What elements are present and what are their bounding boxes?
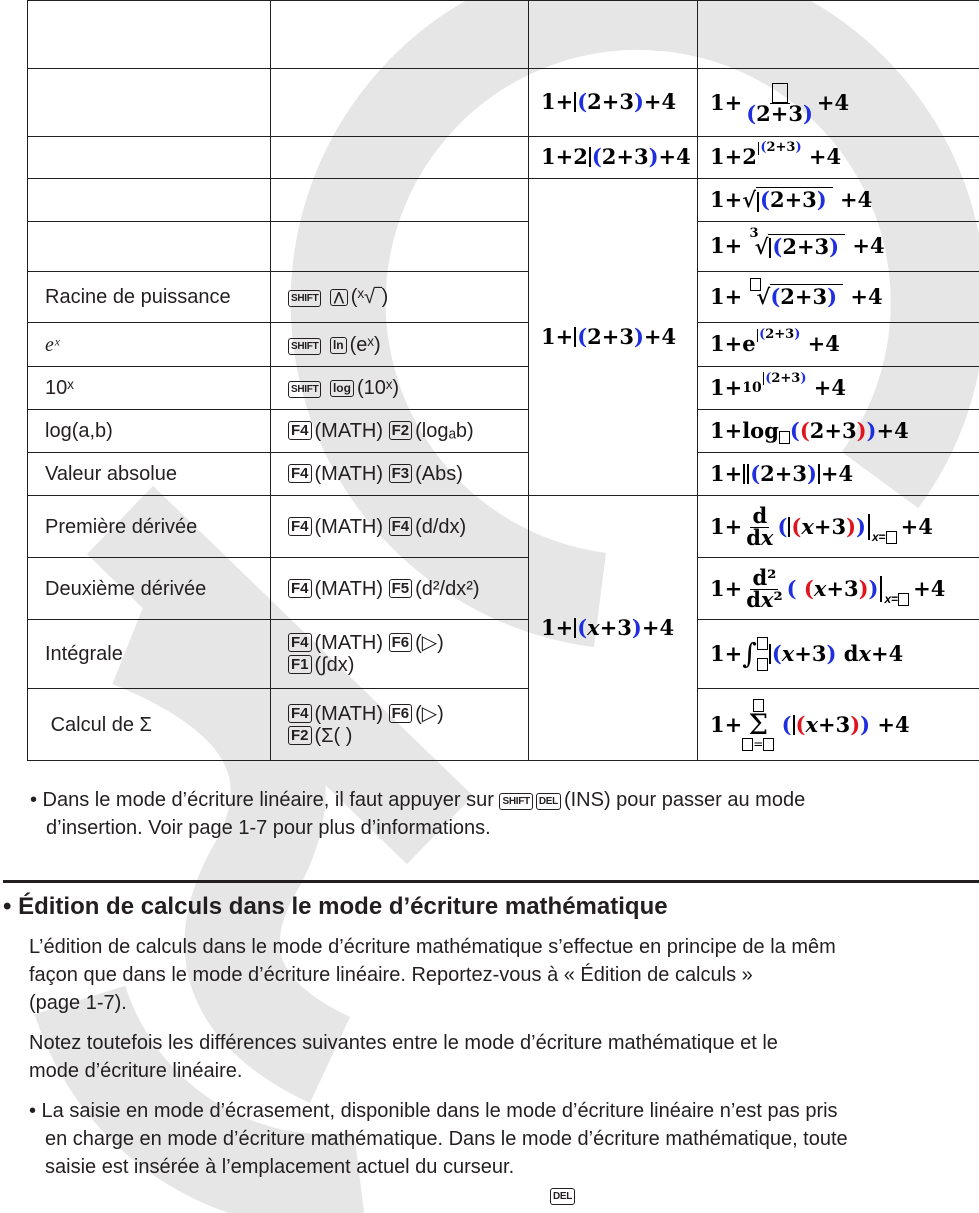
function-cell [28,272,271,323]
f4-key: F4 [288,517,312,536]
del-key: DEL [536,793,561,810]
function-label: Deuxième dérivée [45,577,207,600]
math-display-cell [698,69,979,137]
log-key: log [330,380,354,397]
paragraph-line: L’édition de calculs dans le mode d’écriture mathématique s’effectue en principe de la mêm [29,936,836,958]
keys-cell [271,689,529,761]
f2-key: F2 [389,421,413,440]
note-text-1: • Dans le mode d’écriture linéaire, il faut appuyer sur [30,789,494,811]
bullet-line: en charge en mode d’écriture mathématique. Dans le mode d’écriture mathématique, toute [45,1128,848,1150]
f4-key: F4 [389,517,413,536]
paragraph-line: façon que dans le mode d’écriture linéaire. Reportez-vous à « Édition de calculs » [29,964,753,986]
table-row [28,689,979,761]
keys-cell [271,137,529,179]
linear-expression: 1+ ( 2+3 ) +4 [541,89,677,114]
linear-display-cell [529,69,698,137]
key-suffix: (eˣ) [349,333,381,356]
note-text-3: d’insertion. Voir page 1-7 pour plus d’informations. [46,817,491,839]
paragraph-line: Notez toutefois les différences suivantes entre le mode d’écriture mathématique et le [29,1032,778,1054]
function-label: eˣ [45,333,60,356]
key-suffix: (ˣ√‾) [350,286,389,308]
math-display-cell [698,558,979,620]
key-suffix: (▷) [415,632,444,654]
shift-key: SHIFT [288,290,321,307]
key-mid-label: (MATH) [314,577,384,600]
key-mid-label: (MATH) [314,463,384,485]
f4-key: F4 [288,633,312,652]
section-heading: • Édition de calculs dans le mode d’écriture mathématique [3,893,668,920]
function-cell [28,137,271,179]
key-suffix: (Abs) [415,463,463,485]
intro-paragraph [29,933,969,1017]
header-cell-keys [271,1,529,69]
math-expression-nth-root: 1+ √ (2+3) +4 [710,284,883,309]
math-display-cell [698,179,979,222]
keys-cell [271,496,529,558]
header-cell-math [698,1,979,69]
math-display-cell [698,453,979,496]
bullet-line: • La saisie en mode d’écrasement, disponible dans le mode d’écriture linéaire n’est pas pris [29,1100,838,1122]
input-functions-table [27,0,979,761]
keys-cell [271,620,529,689]
insert-mode-note [30,786,950,842]
table-row [28,222,979,272]
key-suffix: (logₐb) [415,420,474,442]
key-suffix: (10ˣ) [356,377,400,399]
function-label: Racine de puissance [45,286,231,308]
linear-expression: 1+ ( 2+3 ) +4 [541,323,677,349]
function-label: Calcul de Σ [50,713,152,736]
note-text-2: (INS) pour passer au mode [563,789,806,811]
math-expression-exp: 1+e ( 2+3 ) +4 [710,327,840,356]
key-mid-label: (MATH) [314,632,384,654]
f6-key: F6 [389,633,413,652]
math-expression-sqrt: 1+ √ (2+3) +4 [710,186,873,213]
table-row [28,620,979,689]
keys-cell [271,272,529,323]
differences-paragraph [29,1029,969,1085]
shift-key: SHIFT [288,338,321,355]
keys-cell [271,558,529,620]
math-expression-power: 1+2 ( 2+3 ) +4 [710,140,842,169]
function-cell [28,323,271,367]
table-row [28,179,979,222]
caret-key: ⋀ [330,289,348,306]
function-cell [28,620,271,689]
linear-expression: 1+ ( x +3 ) +4 [541,614,675,640]
function-cell [28,496,271,558]
section-divider [3,880,979,883]
key-suffix-line2: (Σ( ) [314,724,353,747]
linear-display-cell-group [529,496,698,761]
f3-key: F3 [389,464,413,483]
math-expression-cube-root: 1+ 3 √ (2+3) +4 [710,226,885,259]
bullet-line: saisie est insérée à l’emplacement actuel du curseur. [45,1156,515,1178]
linear-expression: 1+2 ( 2+3 ) +4 [541,144,691,169]
f1-key: F1 [288,655,312,674]
table-row [28,496,979,558]
keys-cell [271,367,529,410]
function-cell [28,558,271,620]
paragraph-line: mode d’écriture linéaire. [29,1060,243,1082]
keys-cell [271,222,529,272]
key-mid-label: (MATH) [314,702,384,725]
f4-key: F4 [288,464,312,483]
table-row [28,558,979,620]
function-cell [28,453,271,496]
header-cell-function [28,1,271,69]
paragraph-line: (page 1-7). [29,992,127,1014]
key-mid-label: (MATH) [314,420,384,442]
math-display-cell [698,323,979,367]
function-cell [28,69,271,137]
table-row [28,367,979,410]
math-display-cell [698,620,979,689]
linear-display-cell-group [529,179,698,496]
math-display-cell [698,222,979,272]
ln-key: ln [330,337,347,354]
keys-cell [271,453,529,496]
math-expression-fraction: 1+ (2+3) +4 [710,81,849,125]
math-expression-ten-power: 1+ 10 ( 2+3 ) +4 [710,370,847,400]
table-row [28,323,979,367]
f6-key: F6 [389,704,413,723]
function-label: Première dérivée [45,515,198,538]
math-expression-first-derivative: 1+ $\frac{d}{dx}$ ( ( x +3 ) ) x= +4 [710,503,933,550]
key-suffix: (d²/dx²) [415,577,480,600]
table-row [28,137,979,179]
math-expression-log-base: 1+log ( ( 2+3 ) ) +4 [710,417,909,443]
overwrite-mode-bullet [29,1097,969,1181]
function-cell [28,367,271,410]
math-expression-sigma: 1+ Σ = ( ( x +3 ) ) +4 [710,699,910,751]
keys-cell [271,323,529,367]
table-row [28,69,979,137]
function-label: log(a,b) [45,420,113,442]
table-row [28,453,979,496]
shift-key: SHIFT [499,793,532,810]
f5-key: F5 [389,579,413,598]
math-display-cell [698,689,979,761]
f4-key: F4 [288,704,312,723]
table-header-row [28,1,979,69]
function-label: 10ˣ [45,377,74,399]
math-expression-integral: 1+ ∫ ( x +3 ) d x +4 [710,637,904,670]
linear-display-cell [529,137,698,179]
table-row [28,410,979,453]
key-suffix: (▷) [415,702,444,725]
key-suffix: (d/dx) [415,515,467,538]
function-cell [28,222,271,272]
math-display-cell [698,367,979,410]
math-display-cell [698,272,979,323]
math-expression-abs: 1+ ( 2+3 ) +4 [710,460,854,486]
f4-key: F4 [288,421,312,440]
keys-cell [271,410,529,453]
f2-key: F2 [288,726,312,745]
function-cell [28,410,271,453]
function-cell [28,689,271,761]
header-cell-linear [529,1,698,69]
key-mid-label: (MATH) [314,515,384,538]
math-expression-second-derivative: 1+ $\frac{\text{d²}}{\text{dx²}}$ ( ( x +3 ) ) x= +4 [710,565,946,612]
function-label: Valeur absolue [45,463,177,485]
key-suffix-line2: (∫dx) [314,654,355,676]
function-label: Intégrale [45,643,123,665]
keys-cell [271,69,529,137]
shift-key: SHIFT [288,381,321,398]
math-display-cell [698,410,979,453]
del-key: DEL [550,1188,575,1205]
table-row [28,272,979,323]
keys-cell [271,179,529,222]
function-cell [28,179,271,222]
f4-key: F4 [288,579,312,598]
math-display-cell [698,137,979,179]
math-display-cell [698,496,979,558]
